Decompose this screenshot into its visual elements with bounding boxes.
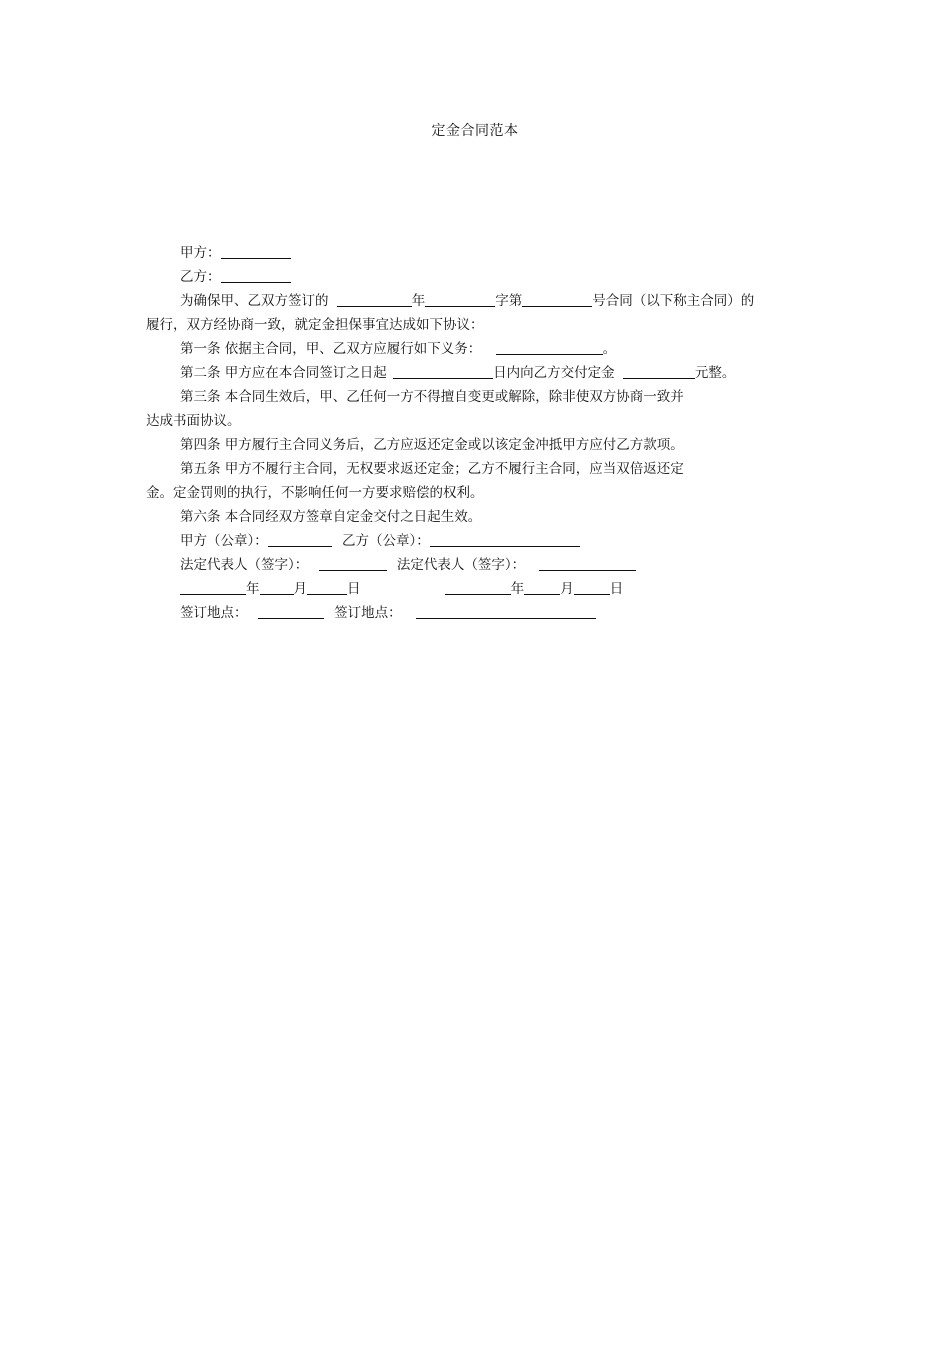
article-2-days-blank[interactable]: [393, 365, 493, 379]
contract-year-blank[interactable]: [337, 293, 412, 307]
place-b-label: 签订地点：: [334, 605, 402, 621]
place-b-blank[interactable]: [416, 605, 596, 619]
seal-b-label: 乙方（公章）：: [342, 533, 430, 549]
contract-number-blank[interactable]: [522, 293, 592, 307]
article-5-line-2: 金。定金罚则的执行，不影响任何一方要求赔偿的权利。: [146, 485, 484, 501]
preamble-text-1: 为确保甲、乙双方签订的: [180, 293, 329, 309]
article-2-text-2: 日内向乙方交付定金: [493, 365, 615, 381]
article-5-line-1: 第五条 甲方不履行主合同，无权要求返还定金；乙方不履行主合同，应当双倍返还定: [180, 461, 684, 477]
party-a-line: [180, 244, 291, 262]
date-b-month-blank[interactable]: [524, 581, 560, 595]
date-a-month-blank[interactable]: [260, 581, 294, 595]
date-b-year-blank[interactable]: [445, 581, 511, 595]
rep-a-label: 法定代表人（签字）：: [180, 557, 309, 573]
date-b-month-label: 月: [560, 581, 574, 597]
place-line: [180, 604, 596, 622]
rep-a-blank[interactable]: [319, 557, 387, 571]
party-b-label: 乙方：: [180, 269, 221, 285]
contract-word-blank[interactable]: [425, 293, 495, 307]
date-a-year-blank[interactable]: [180, 581, 246, 595]
date-line: [180, 580, 623, 598]
rep-b-blank[interactable]: [539, 557, 636, 571]
article-1-text: 第一条 依据主合同，甲、乙双方应履行如下义务：: [180, 341, 482, 357]
article-2: [180, 364, 735, 382]
article-6: 第六条 本合同经双方签章自定金交付之日起生效。: [180, 509, 482, 525]
seal-line: [180, 532, 580, 550]
article-1: [180, 340, 616, 358]
article-1-end: 。: [602, 341, 617, 357]
article-3-line-1: 第三条 本合同生效后，甲、乙任何一方不得擅自变更或解除，除非使双方协商一致并: [180, 389, 684, 405]
date-a-day-blank[interactable]: [307, 581, 347, 595]
party-b-line: [180, 268, 291, 286]
date-a-year-label: 年: [246, 581, 260, 597]
seal-a-blank[interactable]: [268, 533, 332, 547]
document-title: 定金合同范本: [431, 123, 519, 139]
date-b-day-blank[interactable]: [574, 581, 610, 595]
article-2-amount-blank[interactable]: [623, 365, 695, 379]
date-a-month-label: 月: [293, 581, 307, 597]
party-b-blank[interactable]: [221, 269, 291, 283]
article-1-obligation-blank[interactable]: [496, 341, 603, 355]
seal-a-label: 甲方（公章）：: [180, 533, 268, 549]
place-a-blank[interactable]: [258, 605, 324, 619]
seal-b-blank[interactable]: [430, 533, 580, 547]
article-2-text-3: 元整。: [694, 365, 736, 381]
preamble-text-4: 号合同（以下称主合同）的: [592, 293, 755, 309]
rep-b-label: 法定代表人（签字）：: [396, 557, 526, 573]
article-2-text-1: 第二条 甲方应在本合同签订之日起: [180, 365, 387, 381]
preamble-line-1: [180, 292, 754, 310]
preamble-year-label: 年: [411, 293, 426, 309]
representative-line: [180, 556, 636, 574]
preamble-line-2: 履行，双方经协商一致，就定金担保事宜达成如下协议：: [146, 317, 484, 333]
preamble-word-label: 字第: [495, 293, 523, 309]
date-b-day-label: 日: [609, 581, 624, 597]
article-4: 第四条 甲方履行主合同义务后，乙方应返还定金或以该定金冲抵甲方应付乙方款项。: [180, 437, 684, 453]
party-a-blank[interactable]: [221, 245, 291, 259]
place-a-label: 签订地点：: [180, 605, 248, 621]
date-a-day-label: 日: [347, 581, 361, 597]
party-a-label: 甲方：: [180, 245, 221, 261]
date-b-year-label: 年: [510, 581, 525, 597]
article-3-line-2: 达成书面协议。: [146, 413, 241, 429]
